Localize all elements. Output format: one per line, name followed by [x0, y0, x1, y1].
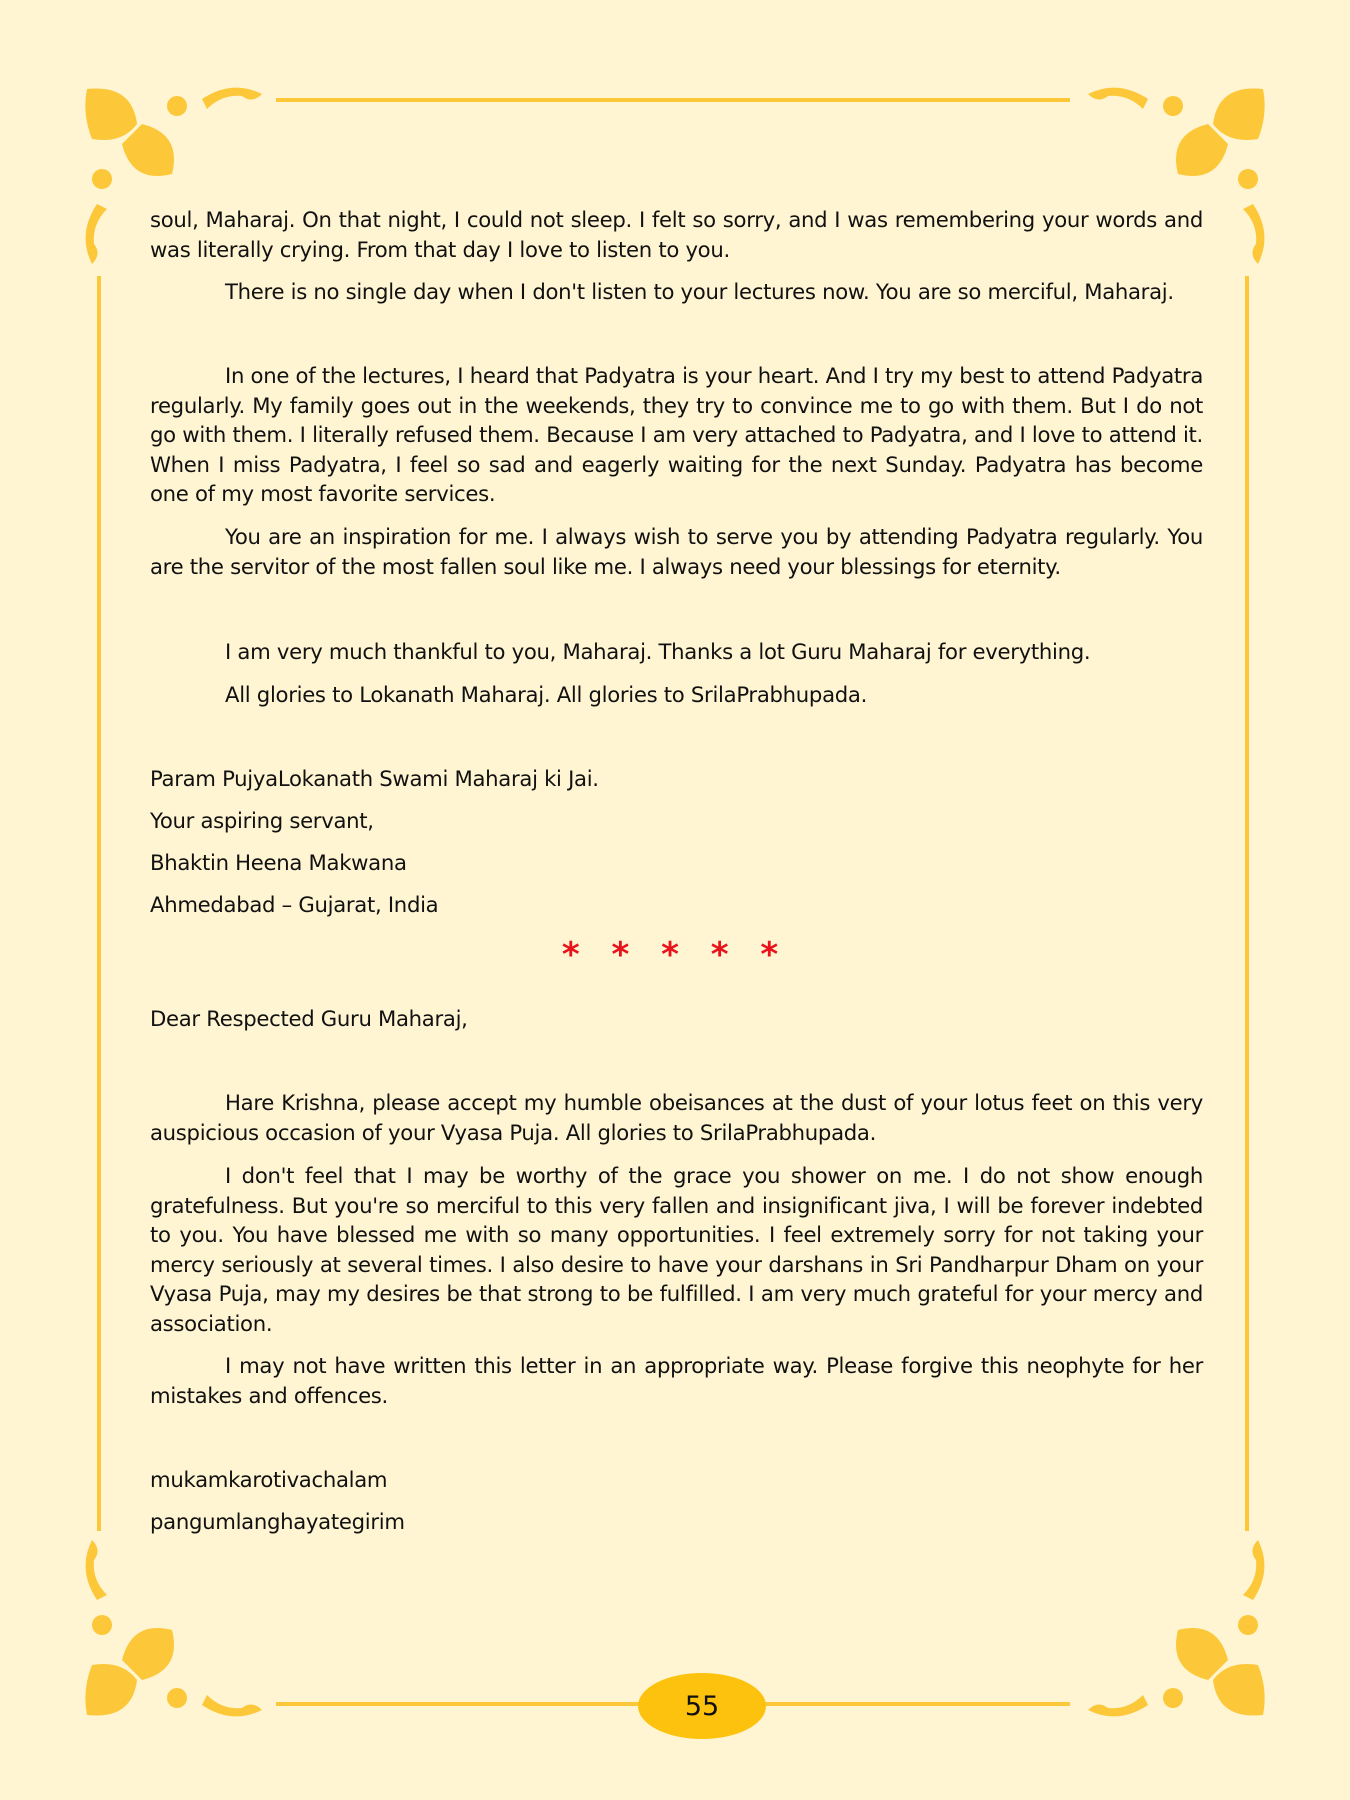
- paragraph: In one of the lectures, I heard that Padyatra is your heart. And I try my best to attend Padyatra regularly. My family goes out in the weekends, they try to convince me to go with them. But I do not go with them. I literally refused them. Because I am very attached to Padyatra, and I love to attend it. When I miss Padyatra, I feel so sad and eagerly waiting for the next Sunday. Padyatra has become one of my most favorite services.: [150, 363, 1203, 507]
- signer-location: Ahmedabad – Gujarat, India: [150, 892, 439, 917]
- paragraph: I don't feel that I may be worthy of the grace you shower on me. I do not show enough gratefulness. But you're so merciful to this very fallen and insignificant jiva, I will be forever indebted to you. You have blessed me with so many opportunities. I feel extremely sorry for not taking your mercy seriously at several times. I also desire to have your darshans in Sri Pandharpur Dham on your Vyasa Puja, may my desires be that strong to be fulfilled. I am very much grateful for your mercy and association.: [150, 1163, 1203, 1336]
- border-right: [1245, 276, 1249, 1531]
- paragraph: soul, Maharaj. On that night, I could not sleep. I felt so sorry, and I was remembering your words and was literally crying. From that day I love to listen to you.: [150, 207, 1203, 262]
- salutation: Dear Respected Guru Maharaj,: [150, 1006, 468, 1031]
- paragraph: You are an inspiration for me. I always wish to serve you by attending Padyatra regularly. You are the servitor of the most fallen soul like me. I always need your blessings for eternity.: [150, 524, 1203, 579]
- verse-line: pangumlanghayategirim: [150, 1509, 405, 1534]
- verse-line: mukamkarotivachalam: [150, 1467, 388, 1492]
- signoff-line: Your aspiring servant,: [150, 808, 374, 833]
- page-number: [638, 1673, 766, 1739]
- paragraph: Hare Krishna, please accept my humble obeisances at the dust of your lotus feet on this very auspicious occasion of your Vyasa Puja. All glories to SrilaPrabhupada.: [150, 1090, 1203, 1145]
- page-number-text: 55: [684, 1690, 720, 1722]
- paragraph: I may not have written this letter in an appropriate way. Please forgive this neophyte for her mistakes and offences.: [150, 1353, 1203, 1408]
- corner-ornament-icon: [1078, 1530, 1268, 1720]
- paragraph: There is no single day when I don't listen to your lectures now. You are so merciful, Maharaj.: [225, 279, 1174, 304]
- paragraph: All glories to Lokanath Maharaj. All glories to SrilaPrabhupada.: [225, 682, 868, 707]
- separator-stars: * * * * *: [561, 935, 789, 975]
- signoff-line: Param PujyaLokanath Swami Maharaj ki Jai.: [150, 766, 599, 791]
- border-left: [97, 276, 101, 1531]
- paragraph: I am very much thankful to you, Maharaj. Thanks a lot Guru Maharaj for everything.: [225, 639, 1091, 664]
- corner-ornament-icon: [82, 1530, 272, 1720]
- border-top: [276, 98, 1070, 102]
- signer-name: Bhaktin Heena Makwana: [150, 850, 407, 875]
